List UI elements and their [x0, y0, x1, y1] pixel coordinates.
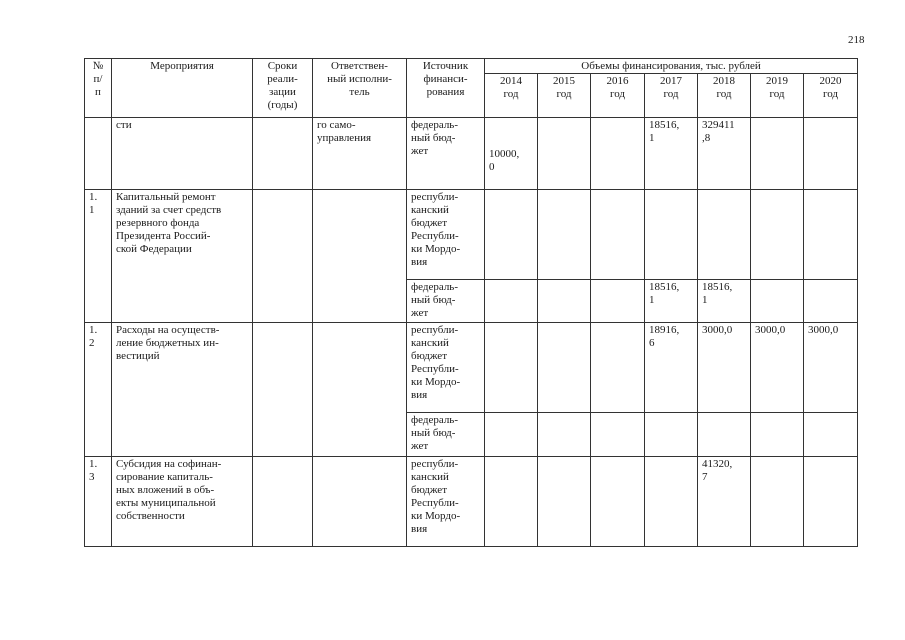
amount-cell	[645, 457, 698, 547]
row-terms	[253, 323, 313, 457]
amount-cell	[751, 457, 804, 547]
amount-cell: 41320, 7	[698, 457, 751, 547]
header-year: 2020 год	[804, 74, 858, 118]
row-source: федераль- ный бюд- жет	[407, 413, 485, 457]
amount-cell	[804, 118, 858, 190]
row-activity: Субсидия на софинан- сирование капиталь- ных вложений в объ- екты муниципальной собственности	[112, 457, 253, 547]
row-executor	[313, 323, 407, 457]
header-volumes: Объемы финансирования, тыс. рублей	[485, 59, 858, 74]
amount-cell	[485, 323, 538, 413]
amount-cell	[591, 118, 645, 190]
table-row	[85, 190, 858, 280]
amount-cell	[804, 457, 858, 547]
header-executor: Ответствен- ный исполни- тель	[313, 59, 407, 118]
amount-cell: 18516, 1	[698, 280, 751, 323]
amount-cell	[591, 457, 645, 547]
row-num: 1. 3	[85, 457, 112, 547]
row-source: республи- канский бюджет Республи- ки Мордо- вия	[407, 190, 485, 280]
amount-cell	[804, 413, 858, 457]
amount-cell	[751, 280, 804, 323]
header-year: 2014 год	[485, 74, 538, 118]
header-num: № п/ п	[85, 59, 112, 118]
amount-cell: 3000,0	[804, 323, 858, 413]
amount-cell: 3000,0	[698, 323, 751, 413]
amount-cell	[645, 413, 698, 457]
amount-cell	[645, 190, 698, 280]
amount-cell	[591, 323, 645, 413]
row-terms	[253, 118, 313, 190]
row-activity: сти	[112, 118, 253, 190]
amount-cell	[591, 190, 645, 280]
row-activity: Расходы на осуществ- ление бюджетных ин- вестиций	[112, 323, 253, 457]
header-year: 2018 год	[698, 74, 751, 118]
row-executor	[313, 190, 407, 323]
row-terms	[253, 457, 313, 547]
table-row	[85, 118, 858, 190]
amount-cell	[751, 190, 804, 280]
amount-cell	[538, 413, 591, 457]
amount-cell: 3000,0	[751, 323, 804, 413]
table-row	[85, 323, 858, 413]
row-source: республи- канский бюджет Республи- ки Мордо- вия	[407, 323, 485, 413]
header-year: 2019 год	[751, 74, 804, 118]
header-source: Источник финанси- рования	[407, 59, 485, 118]
amount-cell	[485, 190, 538, 280]
financing-table	[84, 58, 858, 547]
row-num	[85, 118, 112, 190]
table-row	[85, 457, 858, 547]
amount-cell: 18516, 1	[645, 280, 698, 323]
amount-cell: 18516, 1	[645, 118, 698, 190]
header-row	[85, 59, 858, 74]
amount-cell	[485, 457, 538, 547]
row-source: федераль- ный бюд- жет	[407, 280, 485, 323]
amount-cell	[538, 323, 591, 413]
amount-cell	[538, 118, 591, 190]
header-terms: Сроки реали- зации (годы)	[253, 59, 313, 118]
row-source: федераль- ный бюд- жет	[407, 118, 485, 190]
row-num: 1. 1	[85, 190, 112, 323]
amount-cell: 329411 ,8	[698, 118, 751, 190]
amount-cell	[538, 280, 591, 323]
amount-cell	[698, 190, 751, 280]
header-year: 2015 год	[538, 74, 591, 118]
amount-cell	[751, 413, 804, 457]
amount-cell	[698, 413, 751, 457]
amount-cell	[591, 280, 645, 323]
row-activity: Капитальный ремонт зданий за счет средств резервного фонда Президента Россий- ской Федерации	[112, 190, 253, 323]
header-activity: Мероприятия	[112, 59, 253, 118]
page-number: 218	[848, 34, 865, 46]
amount-cell	[485, 413, 538, 457]
amount-cell	[485, 280, 538, 323]
amount-cell	[751, 118, 804, 190]
amount-cell	[804, 280, 858, 323]
row-source: республи- канский бюджет Республи- ки Мордо- вия	[407, 457, 485, 547]
amount-cell	[538, 457, 591, 547]
amount-cell	[538, 190, 591, 280]
header-year: 2017 год	[645, 74, 698, 118]
amount-cell	[804, 190, 858, 280]
amount-cell	[591, 413, 645, 457]
header-year: 2016 год	[591, 74, 645, 118]
row-terms	[253, 190, 313, 323]
row-num: 1. 2	[85, 323, 112, 457]
row-executor	[313, 457, 407, 547]
row-executor: го само- управления	[313, 118, 407, 190]
amount-cell: 18916, 6	[645, 323, 698, 413]
amount-cell: 10000, 0	[485, 118, 538, 190]
